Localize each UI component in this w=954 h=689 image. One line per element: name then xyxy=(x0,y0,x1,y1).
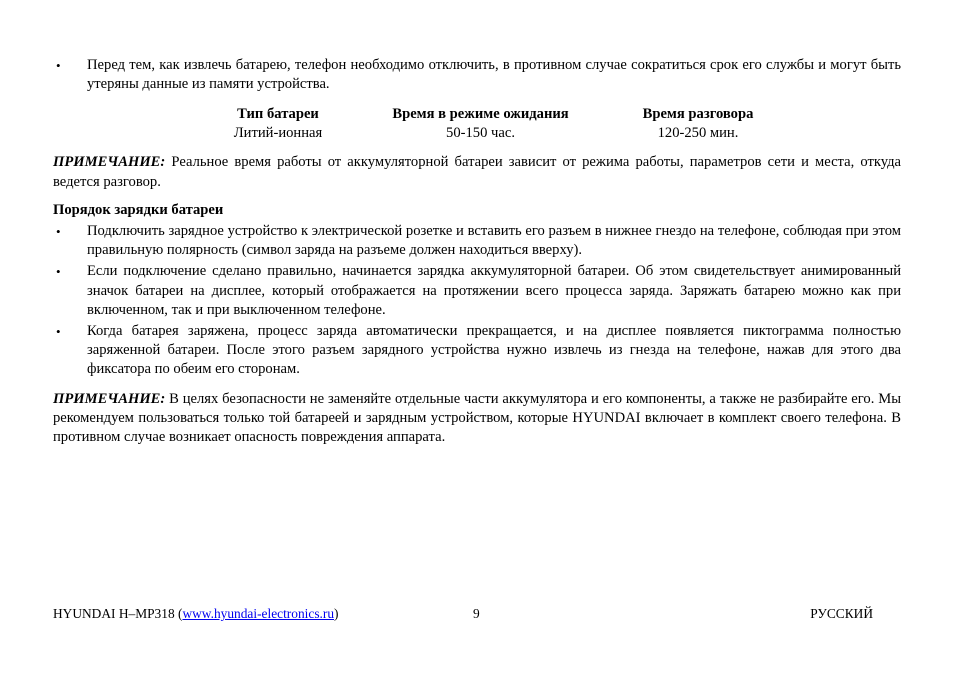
bullet-icon: • xyxy=(56,264,61,280)
list-item-text: Когда батарея заряжена, процесс заряда автоматически прекращается, и на дисплее появляется пиктограмма полностью заряженной батареи. После этого разъем зарядного устройства нужно извлечь из гнезда на телефоне, нажав для этого два фиксатора по обеим его сторонам. xyxy=(87,323,901,378)
intro-bullet-text: Перед тем, как извлечь батарею, телефон необходимо отключить, в противном случае сократиться срок его службы и могут быть утеряны данные из памяти устройства. xyxy=(87,57,901,93)
note-text: В целях безопасности не заменяйте отдельные части аккумулятора и его компоненты, а также не разбирайте его. Мы рекомендуем пользоваться только той батареей и зарядным устройством, которые HYUNDAI включает в комплект своего телефона. В противном случае возникает опасность повреждения аппарата. xyxy=(53,390,901,446)
list-item xyxy=(53,262,901,320)
footer-language: РУССКИЙ xyxy=(810,606,873,621)
note-safety xyxy=(53,390,901,448)
table-row xyxy=(193,124,798,143)
footer-model-text: HYUNDAI H–MP318 ( xyxy=(53,606,183,621)
header-standby-time: Время в режиме ожидания xyxy=(392,106,569,123)
note-label: ПРИМЕЧАНИЕ: xyxy=(53,154,166,171)
page-number: 9 xyxy=(473,606,480,621)
list-item-text: Если подключение сделано правильно, начинается зарядка аккумуляторной батареи. Об этом свидетельствует анимированный значок батареи на дисплее, который отображается на протяжении всего процесса заряда. Заряжать батарею можно как при включенном, так и при выключенном телефоне. xyxy=(87,263,901,318)
note-battery-life xyxy=(53,153,901,191)
section-heading-charging: Порядок зарядки батареи xyxy=(53,201,224,218)
header-talk-time: Время разговора xyxy=(642,106,754,123)
table-header-row xyxy=(193,105,798,124)
list-item-text: Подключить зарядное устройство к электрической розетке и вставить его разъем в нижнее гнездо на телефоне, соблюдая при этом правильную полярность (символ заряда на разъеме должен находиться вверху). xyxy=(87,223,901,259)
note-text: Реальное время работы от аккумуляторной батареи зависит от режима работы, параметров сети и места, откуда ведется разговор. xyxy=(53,154,901,190)
list-item xyxy=(53,222,901,260)
footer-model-close: ) xyxy=(334,606,339,621)
header-battery-type: Тип батареи xyxy=(237,106,319,123)
note-label: ПРИМЕЧАНИЕ: xyxy=(53,390,166,407)
website-link[interactable]: www.hyundai-electronics.ru xyxy=(182,606,335,621)
cell-standby-time: 50-150 час. xyxy=(446,125,515,142)
footer-model xyxy=(53,605,339,623)
list-item xyxy=(53,322,901,380)
cell-battery-type: Литий-ионная xyxy=(233,125,323,142)
cell-talk-time: 120-250 мин. xyxy=(657,125,739,142)
document-page xyxy=(53,56,901,447)
charging-steps-list xyxy=(53,222,901,380)
bullet-icon: • xyxy=(56,324,61,340)
bullet-icon: • xyxy=(56,58,61,73)
intro-bullet-item xyxy=(53,56,901,94)
battery-spec-table xyxy=(193,105,798,143)
bullet-icon: • xyxy=(56,224,61,240)
